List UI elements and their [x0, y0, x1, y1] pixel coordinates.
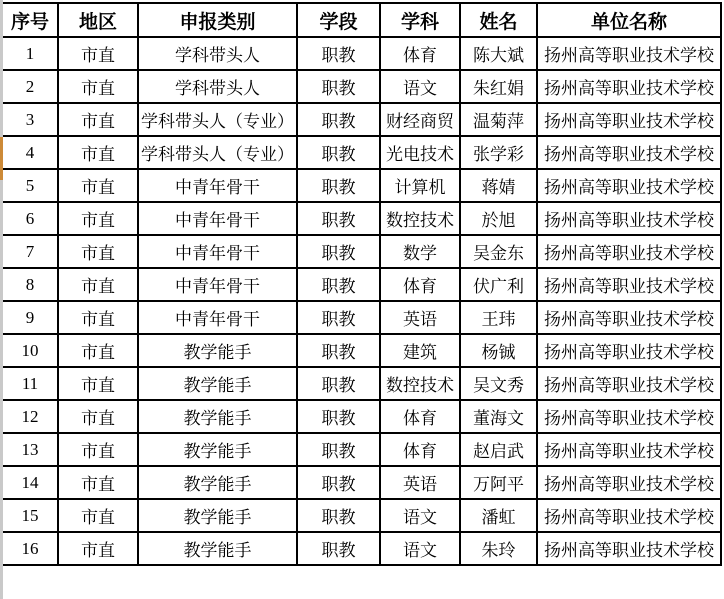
table-cell: 体育	[380, 37, 460, 70]
table-cell: 扬州高等职业技术学校	[537, 334, 721, 367]
table-cell: 市直	[58, 499, 138, 532]
table-cell: 教学能手	[138, 466, 297, 499]
table-cell: 教学能手	[138, 532, 297, 565]
table-cell: 市直	[58, 169, 138, 202]
table-cell: 13	[3, 433, 58, 466]
table-cell: 市直	[58, 103, 138, 136]
table-cell: 3	[3, 103, 58, 136]
table-cell: 职教	[297, 400, 380, 433]
table-cell: 职教	[297, 70, 380, 103]
column-header-6: 单位名称	[537, 3, 721, 37]
table-cell: 杨铖	[460, 334, 537, 367]
table-cell: 扬州高等职业技术学校	[537, 433, 721, 466]
table-cell: 职教	[297, 334, 380, 367]
table-cell: 中青年骨干	[138, 268, 297, 301]
table-cell: 扬州高等职业技术学校	[537, 202, 721, 235]
table-cell: 7	[3, 235, 58, 268]
table-cell: 教学能手	[138, 433, 297, 466]
table-cell: 吴文秀	[460, 367, 537, 400]
table-row	[3, 70, 721, 103]
table-row	[3, 235, 721, 268]
header-row	[3, 3, 721, 37]
table-cell: 职教	[297, 103, 380, 136]
table-cell: 6	[3, 202, 58, 235]
table-cell: 市直	[58, 466, 138, 499]
table-cell: 光电技术	[380, 136, 460, 169]
table-row	[3, 499, 721, 532]
table-cell: 教学能手	[138, 400, 297, 433]
table-cell: 扬州高等职业技术学校	[537, 532, 721, 565]
table-cell: 职教	[297, 37, 380, 70]
table-row	[3, 466, 721, 499]
table-cell: 职教	[297, 532, 380, 565]
column-header-5: 姓名	[460, 3, 537, 37]
table-cell: 教学能手	[138, 367, 297, 400]
table-cell: 扬州高等职业技术学校	[537, 70, 721, 103]
table-cell: 职教	[297, 301, 380, 334]
table-cell: 英语	[380, 301, 460, 334]
left-edge-strip	[0, 0, 3, 599]
table-cell: 扬州高等职业技术学校	[537, 235, 721, 268]
teacher-roster-table	[3, 2, 722, 566]
table-cell: 语文	[380, 532, 460, 565]
table-cell: 学科带头人（专业）	[138, 103, 297, 136]
table-cell: 扬州高等职业技术学校	[537, 466, 721, 499]
table-cell: 职教	[297, 466, 380, 499]
table-cell: 职教	[297, 367, 380, 400]
table-cell: 计算机	[380, 169, 460, 202]
table-cell: 英语	[380, 466, 460, 499]
table-cell: 职教	[297, 268, 380, 301]
table-row	[3, 532, 721, 565]
table-row	[3, 400, 721, 433]
column-header-2: 申报类别	[138, 3, 297, 37]
table-cell: 张学彩	[460, 136, 537, 169]
table-row	[3, 202, 721, 235]
left-edge-highlight	[0, 137, 3, 180]
table-cell: 数学	[380, 235, 460, 268]
table-row	[3, 169, 721, 202]
table-cell: 陈大斌	[460, 37, 537, 70]
table-cell: 1	[3, 37, 58, 70]
table-cell: 体育	[380, 433, 460, 466]
table-cell: 市直	[58, 70, 138, 103]
table-cell: 教学能手	[138, 334, 297, 367]
table-cell: 市直	[58, 37, 138, 70]
table-cell: 职教	[297, 136, 380, 169]
table-cell: 市直	[58, 367, 138, 400]
table-cell: 中青年骨干	[138, 202, 297, 235]
table-cell: 市直	[58, 532, 138, 565]
table-cell: 市直	[58, 334, 138, 367]
table-cell: 扬州高等职业技术学校	[537, 37, 721, 70]
table-cell: 数控技术	[380, 202, 460, 235]
table-cell: 扬州高等职业技术学校	[537, 499, 721, 532]
table-cell: 10	[3, 334, 58, 367]
table-cell: 8	[3, 268, 58, 301]
table-cell: 扬州高等职业技术学校	[537, 136, 721, 169]
table-cell: 蒋婧	[460, 169, 537, 202]
table-header	[3, 3, 721, 37]
table-cell: 赵启武	[460, 433, 537, 466]
table-cell: 职教	[297, 433, 380, 466]
table-cell: 中青年骨干	[138, 301, 297, 334]
table-cell: 中青年骨干	[138, 169, 297, 202]
table-row	[3, 268, 721, 301]
table-cell: 市直	[58, 433, 138, 466]
table-cell: 温菊萍	[460, 103, 537, 136]
table-cell: 建筑	[380, 334, 460, 367]
table-cell: 体育	[380, 268, 460, 301]
table-cell: 16	[3, 532, 58, 565]
table-cell: 扬州高等职业技术学校	[537, 169, 721, 202]
table-row	[3, 433, 721, 466]
table-body	[3, 37, 721, 565]
table-cell: 市直	[58, 400, 138, 433]
table-cell: 职教	[297, 235, 380, 268]
table-cell: 体育	[380, 400, 460, 433]
table-cell: 12	[3, 400, 58, 433]
table-cell: 职教	[297, 202, 380, 235]
table-cell: 职教	[297, 499, 380, 532]
table-row	[3, 136, 721, 169]
column-header-0: 序号	[3, 3, 58, 37]
table-cell: 朱玲	[460, 532, 537, 565]
table-cell: 扬州高等职业技术学校	[537, 268, 721, 301]
table-cell: 朱红娟	[460, 70, 537, 103]
table-cell: 学科带头人	[138, 70, 297, 103]
table-cell: 伏广利	[460, 268, 537, 301]
table-cell: 教学能手	[138, 499, 297, 532]
table-cell: 扬州高等职业技术学校	[537, 400, 721, 433]
table-cell: 市直	[58, 136, 138, 169]
column-header-4: 学科	[380, 3, 460, 37]
table-cell: 市直	[58, 235, 138, 268]
column-header-1: 地区	[58, 3, 138, 37]
column-header-3: 学段	[297, 3, 380, 37]
table-cell: 2	[3, 70, 58, 103]
table-cell: 於旭	[460, 202, 537, 235]
table-cell: 董海文	[460, 400, 537, 433]
table-cell: 市直	[58, 268, 138, 301]
table-cell: 14	[3, 466, 58, 499]
table-cell: 学科带头人	[138, 37, 297, 70]
table-cell: 扬州高等职业技术学校	[537, 301, 721, 334]
table-cell: 潘虹	[460, 499, 537, 532]
table-cell: 11	[3, 367, 58, 400]
table-cell: 语文	[380, 70, 460, 103]
table-cell: 5	[3, 169, 58, 202]
table-cell: 市直	[58, 301, 138, 334]
table-cell: 数控技术	[380, 367, 460, 400]
table-cell: 职教	[297, 169, 380, 202]
table-cell: 市直	[58, 202, 138, 235]
table-cell: 财经商贸	[380, 103, 460, 136]
table-row	[3, 367, 721, 400]
table-cell: 学科带头人（专业）	[138, 136, 297, 169]
table-row	[3, 37, 721, 70]
table-cell: 王玮	[460, 301, 537, 334]
table-cell: 中青年骨干	[138, 235, 297, 268]
table-cell: 吴金东	[460, 235, 537, 268]
table-cell: 扬州高等职业技术学校	[537, 367, 721, 400]
table-cell: 9	[3, 301, 58, 334]
table-row	[3, 334, 721, 367]
table-cell: 万阿平	[460, 466, 537, 499]
table-row	[3, 301, 721, 334]
table-cell: 扬州高等职业技术学校	[537, 103, 721, 136]
table-cell: 4	[3, 136, 58, 169]
table-cell: 15	[3, 499, 58, 532]
table-cell: 语文	[380, 499, 460, 532]
table-row	[3, 103, 721, 136]
